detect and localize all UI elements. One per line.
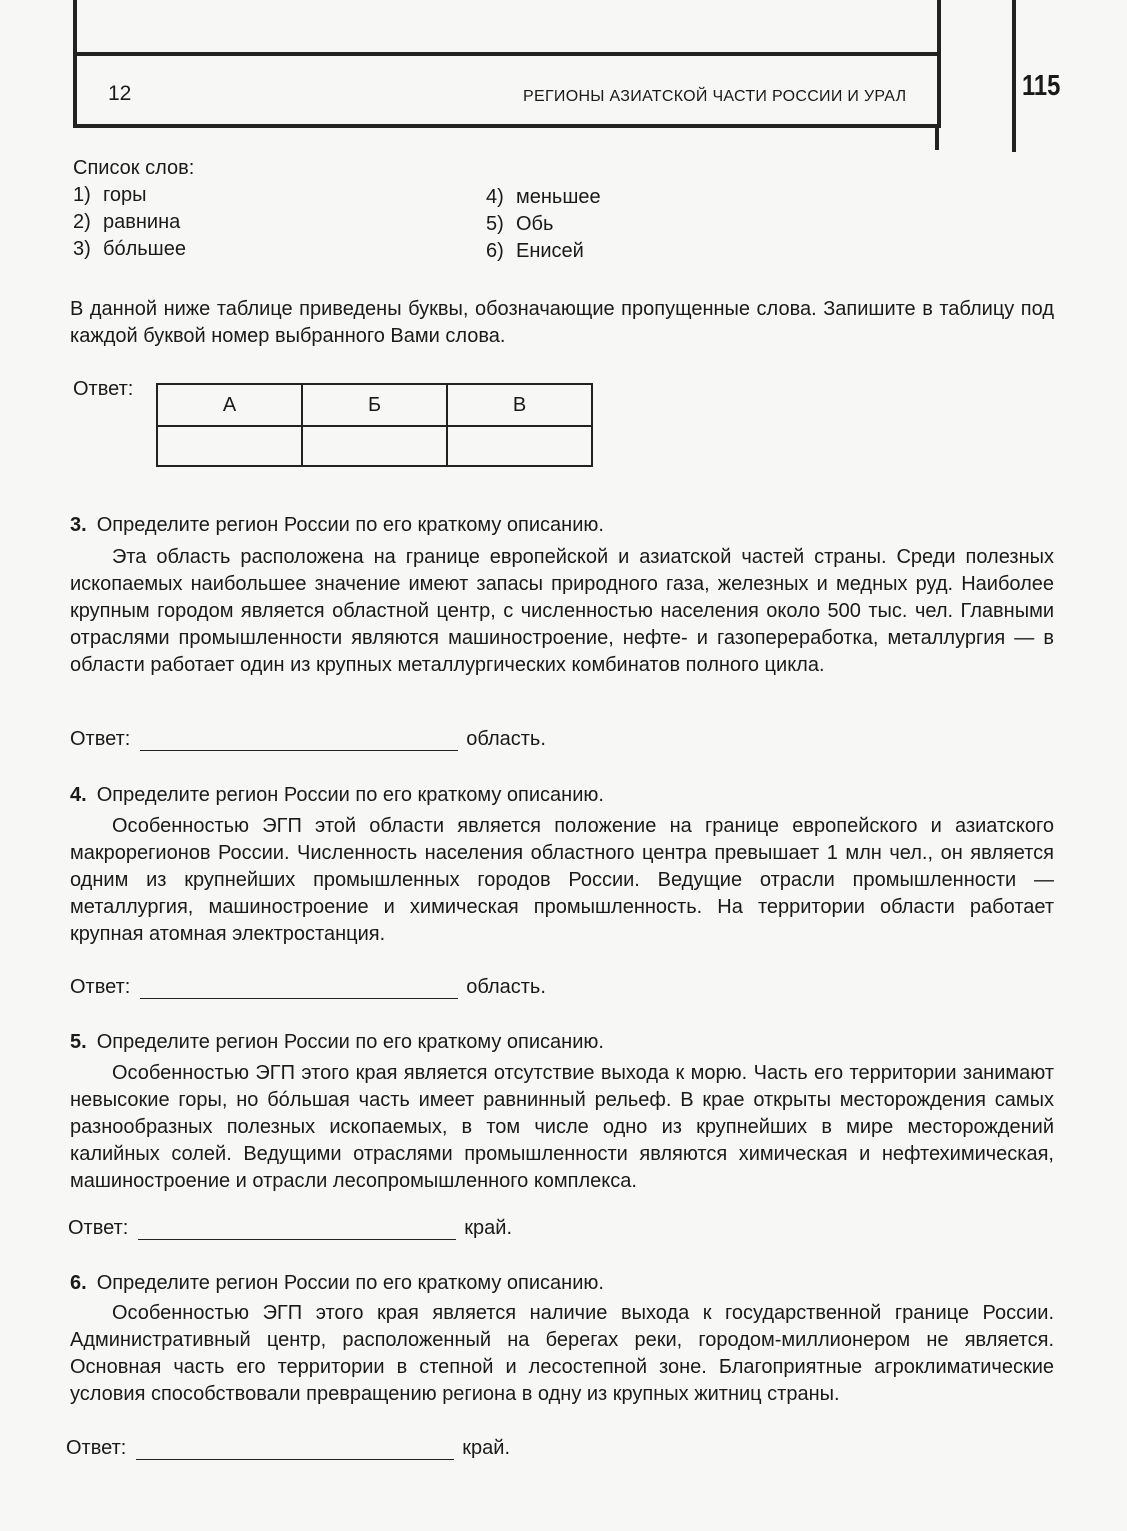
page-margin-rule <box>1012 0 1016 152</box>
table-header-v: В <box>447 384 592 426</box>
list-item: 6) Енисей <box>486 240 584 262</box>
table-instruction: В данной ниже таблице приведены буквы, обозначающие пропущенные слова. Запишите в таблицу под каждой буквой номер выбранного Вами слова. <box>70 298 1054 347</box>
header-frame-top <box>73 0 941 56</box>
question-5-heading: 5. Определите регион России по его краткому описанию. <box>70 1031 604 1053</box>
question-4-heading: 4. Определите регион России по его краткому описанию. <box>70 784 604 806</box>
question-5-answer: Ответ: край. <box>68 1217 513 1239</box>
question-3-answer-field[interactable] <box>140 730 458 751</box>
question-6-text: Особенностью ЭГП этого края является наличие выхода к государственной границе России. Административный центр, расположенный на берегах реки, городом-миллионером не является. Основная часть его территории в степной и лесостепной зоне. Благоприятные агроклиматические условия способствовали превращению региона в одну из крупных житниц страны. <box>70 1302 1054 1405</box>
list-item: 5) Обь <box>486 213 554 235</box>
question-4-answer: Ответ: область. <box>70 976 546 998</box>
question-5-text: Особенностью ЭГП этого края является отсутствие выхода к морю. Часть его территории занимают невысокие горы, но бóльшая часть имеет равнинный рельеф. В крае открыты месторождения самых разнообразных полезных ископаемых, в том числе одно из крупнейших в мире месторождений калийных солей. Ведущими отраслями промышленности являются химическая и нефтехимическая, машиностроение и отрасли лесопромышленного комплекса. <box>70 1062 1054 1192</box>
answer-table <box>156 383 593 467</box>
list-item: 2) равнина <box>73 211 181 233</box>
list-item: 1) горы <box>73 184 147 206</box>
table-header-a: А <box>157 384 302 426</box>
word-list-column-right <box>486 184 601 265</box>
question-3-heading: 3. Определите регион России по его краткому описанию. <box>70 514 604 536</box>
question-4-answer-field[interactable] <box>140 978 458 999</box>
answer-cell-v[interactable] <box>447 426 592 466</box>
table-answer-label: Ответ: <box>73 378 134 400</box>
question-3-answer: Ответ: область. <box>70 728 546 750</box>
answer-cell-b[interactable] <box>302 426 447 466</box>
chapter-title: РЕГИОНЫ АЗИАТСКОЙ ЧАСТИ РОССИИ И УРАЛ <box>523 88 907 105</box>
chapter-number: 12 <box>108 82 132 105</box>
page-number: 115 <box>1022 70 1061 102</box>
question-3-text: Эта область расположена на границе европейской и азиатской частей страны. Среди полезных ископаемых наибольшее значение имеют запасы природного газа, железных и медных руд. Наиболее крупным городом является областной центр, с численностью населения около 500 тыс. чел. Главными отраслями промышленности являются машиностроение, нефте- и газопереработка, металлургия — в области работает один из крупных металлургических комбинатов полного цикла. <box>70 546 1054 676</box>
question-6-answer: Ответ: край. <box>66 1437 511 1459</box>
question-4-text: Особенностью ЭГП этой области является положение на границе европейского и азиатского макрорегионов России. Численность населения областного центра превышает 1 млн чел., он является одним из крупнейших промышленных городов России. Ведущие отрасли промышленности — металлургия, машиностроение и химическая промышленность. На территории области работает крупная атомная электростанция. <box>70 815 1054 945</box>
header-frame-tick <box>935 128 939 150</box>
question-6-answer-field[interactable] <box>136 1439 454 1460</box>
list-item: 4) меньшее <box>486 186 601 208</box>
list-item: 3) бóльшее <box>73 238 186 260</box>
question-6-heading: 6. Определите регион России по его краткому описанию. <box>70 1272 604 1294</box>
word-list-column-left <box>73 182 186 263</box>
answer-cell-a[interactable] <box>157 426 302 466</box>
question-5-answer-field[interactable] <box>138 1219 456 1240</box>
table-header-b: Б <box>302 384 447 426</box>
word-list-title: Список слов: <box>73 157 195 179</box>
